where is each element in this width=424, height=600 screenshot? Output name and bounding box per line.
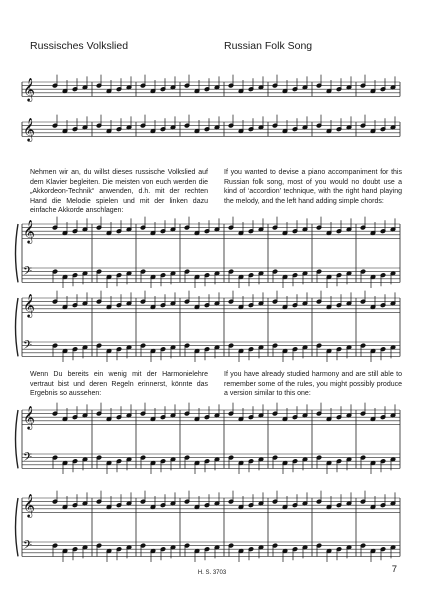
treble-clef: 𝄞 <box>23 219 35 243</box>
brace <box>16 498 19 556</box>
paragraph-english-2: If you have already studied harmony and are still able to remember some of the rules, you might possibly produce a version similar to this one: <box>224 371 402 398</box>
bass-clef: 𝄢 <box>23 339 33 355</box>
heading-english: Russian Folk Song <box>224 40 313 52</box>
catalogue-number: H. S. 3703 <box>197 570 227 576</box>
paragraph-german-1: Nehmen wir an, du willst dieses russische Volkslied auf dem Klavier begleiten. Die meisten von euch werden die „Akkordeon-Technik“ anwenden, d.h. mit der rechten Hand die Melodie spielen und mit der linken dazu einfache Akkorde anschlagen: <box>30 169 208 215</box>
paragraph-german-2: Wenn Du bereits ein wenig mit der Harmonielehre vertraut bist und deren Regeln erinnerst, könnte das Ergebnis so aussehen: <box>30 371 208 398</box>
clefs <box>23 77 35 555</box>
bass-clef: 𝄢 <box>23 265 33 281</box>
treble-clef: 𝄞 <box>23 493 35 517</box>
treble-clef: 𝄞 <box>23 117 35 141</box>
staff-lines <box>22 82 400 556</box>
treble-clef: 𝄞 <box>23 293 35 317</box>
heading-german: Russisches Volkslied <box>30 40 129 52</box>
page-number: 7 <box>391 564 397 575</box>
paragraph-english-1: If you wanted to devise a piano accompaniment for this Russian folk song, most of you would no doubt use a kind of ‘accordion’ technique, with the right hand playing the melody, and the left hand adding simple chords: <box>224 169 402 205</box>
bass-clef: 𝄢 <box>23 539 33 555</box>
barlines <box>16 82 401 556</box>
treble-clef: 𝄞 <box>23 405 35 429</box>
bass-clef: 𝄢 <box>23 451 33 467</box>
brace <box>16 298 19 356</box>
brace <box>16 224 19 282</box>
brace <box>16 410 19 468</box>
treble-clef: 𝄞 <box>23 77 35 101</box>
